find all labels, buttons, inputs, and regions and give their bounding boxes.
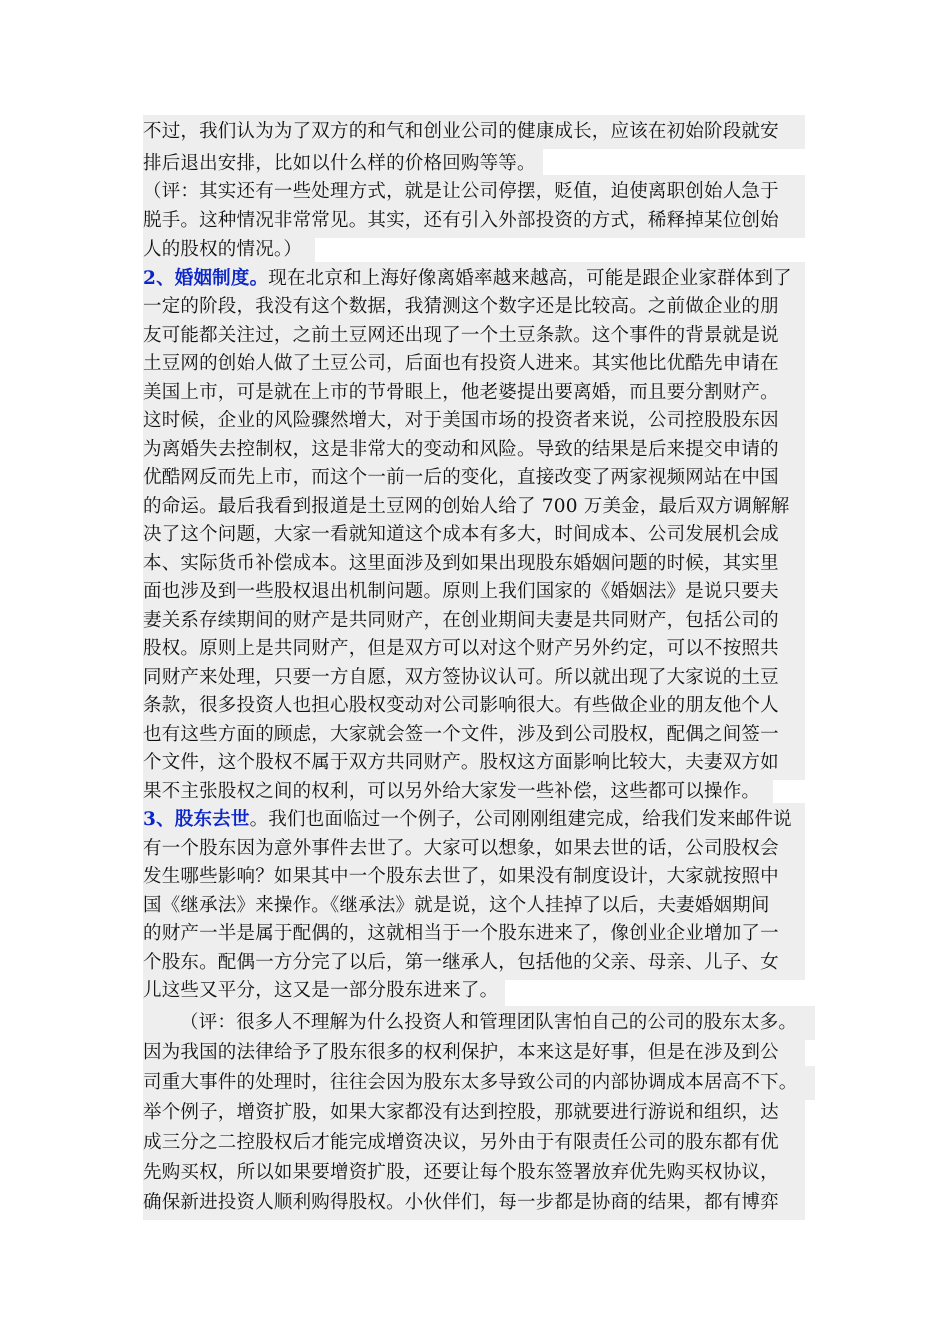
text-line: 司重大事件的处理时，往往会因为股东太多导致公司的内部协调成本居高不下。 xyxy=(143,1066,815,1100)
text-line: 有一个股东因为意外事件去世了。大家可以想象，如果去世的话，公司股权会 xyxy=(143,832,805,866)
text-line: 妻关系存续期间的财产是共同财产，在创业期间夫妻是共同财产，包括公司的 xyxy=(143,604,805,638)
text-line: 面也涉及到一些股权退出机制问题。原则上我们国家的《婚姻法》是说只要夫 xyxy=(143,575,805,609)
text-line: 股权。原则上是共同财产，但是双方可以对这个财产另外约定，可以不按照共 xyxy=(143,632,805,666)
text-line: 为离婚失去控制权，这是非常大的变动和风险。导致的结果是后来提交申请的 xyxy=(143,433,805,467)
text-line: 发生哪些影响？如果其中一个股东去世了，如果没有制度设计，大家就按照中 xyxy=(143,860,805,894)
text-line: 优酷网反而先上市，而这个一前一后的变化，直接改变了两家视频网站在中国 xyxy=(143,461,805,495)
text-line: 举个例子，增资扩股，如果大家都没有达到控股，那就要进行游说和组织，达 xyxy=(143,1096,805,1130)
text-line: 个文件，这个股权不属于双方共同财产。股权这方面影响比较大，夫妻双方如 xyxy=(143,746,805,780)
text-line: 的命运。最后我看到报道是土豆网的创始人给了 700 万美金，最后双方调解解 xyxy=(143,490,805,524)
text-line: 一定的阶段，我没有这个数据，我猜测这个数字还是比较高。之前做企业的朋 xyxy=(143,290,805,324)
text-line: 确保新进投资人顺利购得股权。小伙伴们，每一步都是协商的结果，都有博弈 xyxy=(143,1186,805,1220)
text-line: 儿这些又平分，这又是一部分股东进来了。 xyxy=(143,974,505,1008)
text-line: 的财产一半是属于配偶的，这就相当于一个股东进来了，像创业企业增加了一 xyxy=(143,917,805,951)
text-line: 友可能都关注过，之前土豆网还出现了一个土豆条款。这个事件的背景就是说 xyxy=(143,319,805,353)
text-line: 人的股权的情况。） xyxy=(143,233,315,267)
text-line: 也有这些方面的顾虑，大家就会签一个文件，涉及到公司股权，配偶之间签一 xyxy=(143,718,805,752)
text-line: 因为我国的法律给予了股东很多的权利保护，本来这是好事，但是在涉及到公 xyxy=(143,1036,805,1070)
text-line: 这时候，企业的风险骤然增大，对于美国市场的投资者来说，公司控股股东因 xyxy=(143,404,805,438)
text-line: 国《继承法》来操作。《继承法》就是说，这个人挂掉了以后，夫妻婚姻期间 xyxy=(143,889,805,923)
text-line: 土豆网的创始人做了土豆公司，后面也有投资人进来。其实他比优酷先申请在 xyxy=(143,347,805,381)
section-heading-shareholder-death: 3、股东去世 xyxy=(143,809,250,830)
section-heading-marriage: 2、婚姻制度。 xyxy=(143,268,269,289)
text-line: 不过，我们认为为了双方的和气和创业公司的健康成长，应该在初始阶段就安 xyxy=(143,115,805,149)
text-line: 美国上市，可是就在上市的节骨眼上，他老婆提出要离婚，而且要分割财产。 xyxy=(143,376,805,410)
text-line: 个股东。配偶一方分完了以后，第一继承人，包括他的父亲、母亲、儿子、女 xyxy=(143,946,805,980)
text-line: 排后退出安排，比如以什么样的价格回购等等。 xyxy=(143,147,543,181)
text-line: （评：其实还有一些处理方式，就是让公司停摆，贬值，迫使离职创始人急于 xyxy=(143,175,805,209)
text-line: 果不主张股权之间的权利，可以另外给大家发一些补偿，这些都可以操作。 xyxy=(143,775,773,809)
text-line: 先购买权，所以如果要增资扩股，还要让每个股东签署放弃优先购买权协议， xyxy=(143,1156,805,1190)
text-line: 本、实际货币补偿成本。这里面涉及到如果出现股东婚姻问题的时候，其实里 xyxy=(143,547,805,581)
text-run: 现在北京和上海好像离婚率越来越高，可能是跟企业家群体到了 xyxy=(268,268,792,289)
text-line: （评：很多人不理解为什么投资人和管理团队害怕自己的公司的股东太多。 xyxy=(143,1006,815,1040)
text-line: 条款，很多投资人也担心股权变动对公司影响很大。有些做企业的朋友他个人 xyxy=(143,689,805,723)
text-line: 同财产来处理，只要一方自愿，双方签协议认可。所以就出现了大家说的土豆 xyxy=(143,661,805,695)
text-line: 脱手。这种情况非常常见。其实，还有引入外部投资的方式，稀释掉某位创始 xyxy=(143,204,805,238)
text-line: 决了这个问题，大家一看就知道这个成本有多大，时间成本、公司发展机会成 xyxy=(143,518,805,552)
text-run: 。我们也面临过一个例子，公司刚刚组建完成，给我们发来邮件说 xyxy=(249,809,792,830)
text-line: 成三分之二控股权后才能完成增资决议，另外由于有限责任公司的股东都有优 xyxy=(143,1126,805,1160)
